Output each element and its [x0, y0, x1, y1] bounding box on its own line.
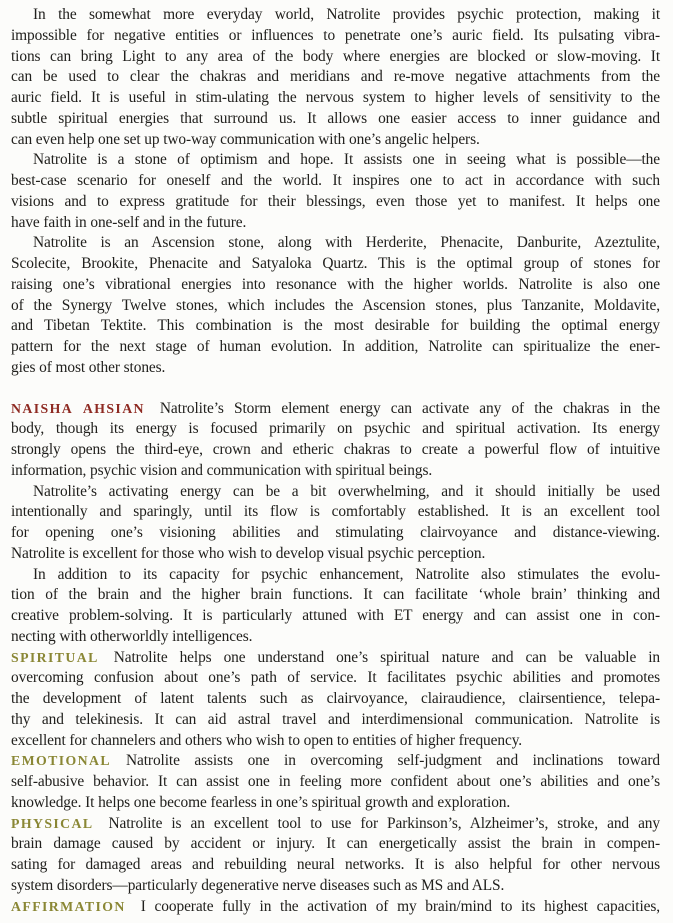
- text-line: for opening one’s visioning abilities and stimulating clairvoyance and distance-viewing.: [11, 524, 660, 541]
- text-line: body, though its energy is focused primarily on psychic and spiritual activation. Its energy: [11, 420, 660, 438]
- paragraph: [11, 233, 660, 378]
- section-label-spiritual: SPIRITUAL: [11, 649, 99, 665]
- text-line: In the somewhat more everyday world, Natrolite provides psychic protection, making it: [33, 6, 660, 23]
- text-line: tion of the brain and the higher brain functions. It can facilitate ‘whole brain’ thinking and: [11, 586, 660, 604]
- paragraph: [11, 399, 660, 482]
- text-line: Natrolite is a stone of optimism and hope. It assists one in seeing what is possible—the: [33, 151, 660, 169]
- text-line: system disorders—particularly degenerative nerve diseases such as MS and ALS.: [11, 876, 505, 894]
- text-line: visions and to express gratitude for their blessings, even those yet to manifest. It helps one: [11, 192, 660, 210]
- paragraph: [11, 482, 660, 565]
- text-line: self-abusive behavior. It can assist one in feeling more confident about one’s abilities and one’s: [11, 773, 660, 790]
- paragraph: [11, 5, 660, 150]
- paragraph: [11, 565, 660, 648]
- text-line: impossible for negative entities or influences to penetrate one’s auric field. Its pulsating vibra-: [11, 26, 660, 44]
- page-content: [11, 5, 660, 917]
- text-line: strongly opens the third-eye, crown and etheric chakras to create a powerful flow of intuitive: [11, 441, 660, 458]
- paragraph: [11, 150, 660, 233]
- section-label-naisha-ahsian: NAISHA AHSIAN: [11, 400, 145, 416]
- text-line: have faith in one-self and in the future.: [11, 213, 247, 231]
- text-line: Scolecite, Brookite, Phenacite and Satyaloka Quartz. This is the optimal group of stones for: [11, 255, 660, 272]
- text-line: creative problem-solving. It is particularly attuned with ET energy and can assist one in con-: [11, 607, 660, 624]
- text-line: intentionally and sparingly, until its flow is comfortably established. It is an excellent tool: [11, 503, 660, 521]
- text-line: necting with otherworldly intelligences.: [11, 627, 253, 645]
- text-line: NAISHA AHSIAN Natrolite’s Storm element energy can activate any of the chakras in the: [11, 399, 660, 417]
- text-line: thy and telekinesis. It can aid astral travel and interdimensional communication. Natrolite is: [11, 710, 660, 728]
- section-label-physical: PHYSICAL: [11, 815, 94, 831]
- paragraph: [11, 814, 660, 897]
- text-line: SPIRITUAL Natrolite helps one understand one’s spiritual nature and can be valuable in: [11, 648, 660, 666]
- text-line: gies of most other stones.: [11, 358, 166, 376]
- paragraph: [11, 897, 660, 918]
- text-line: sating for damaged areas and rebuilding neural networks. It is also helpful for other nervous: [11, 856, 660, 873]
- text-line: and Tibetan Tektite. This combination is the most desirable for building the optimal energy: [11, 317, 660, 335]
- text-line: knowledge. It helps one become fearless in one’s spiritual growth and exploration.: [11, 793, 511, 811]
- text-line: Natrolite’s activating energy can be a bit overwhelming, and it should initially be used: [33, 482, 660, 500]
- text-line: information, psychic vision and communication with spiritual beings.: [11, 461, 433, 479]
- paragraph: [11, 648, 660, 752]
- text-line: In addition to its capacity for psychic enhancement, Natrolite also stimulates the evolu-: [33, 565, 660, 583]
- text-line: EMOTIONAL Natrolite assists one in overcoming self-judgment and inclinations toward: [11, 752, 660, 770]
- text-line: raising one’s vibrational energies into resonance with the higher worlds. Natrolite is also one: [11, 275, 660, 293]
- text-line: Natrolite is an Ascension stone, along with Herderite, Phenacite, Danburite, Azeztulite,: [33, 234, 660, 252]
- text-line: best-case scenario for oneself and the world. It inspires one to act in accordance with such: [11, 172, 660, 189]
- text-line: of the Synergy Twelve stones, which includes the Ascension stones, plus Tanzanite, Moldavite,: [11, 296, 660, 314]
- text-line: subtle spiritual energies that surround us. It allows one easier access to inner guidance and: [11, 109, 660, 127]
- text-line: can be used to clear the chakras and meridians and re-move negative attachments from the: [11, 68, 660, 86]
- section-label-emotional: EMOTIONAL: [11, 753, 111, 769]
- text-line: brain damage caused by accident or injury. It can energetically assist the brain in compen-: [11, 835, 660, 853]
- text-line: tions can bring Light to any area of the body where energies are blocked or slow-moving. It: [11, 47, 660, 65]
- text-line: AFFIRMATION I cooperate fully in the activation of my brain/mind to its highest capacities,: [11, 897, 660, 915]
- text-line: the development of latent talents such as clairvoyance, clairaudience, clairsentience, telepa-: [11, 690, 660, 707]
- text-line: Natrolite is excellent for those who wish to develop visual psychic perception.: [11, 544, 486, 562]
- text-line: excellent for channelers and others who wish to open to entities of higher frequency.: [11, 731, 523, 749]
- paragraph: [11, 751, 660, 813]
- text-line: auric field. It is useful in stim-ulating the nervous system to higher levels of sensitivity to the: [11, 89, 660, 106]
- text-line: can even help one set up two-way communication with one’s angelic helpers.: [11, 130, 480, 148]
- section-label-affirmation: AFFIRMATION: [11, 898, 126, 914]
- text-line: overcoming confusion about one’s path of service. It facilitates psychic abilities and promotes: [11, 669, 660, 687]
- text-line: PHYSICAL Natrolite is an excellent tool to use for Parkinson’s, Alzheimer’s, stroke, and any: [11, 814, 660, 832]
- text-line: pattern for the next stage of human evolution. In addition, Natrolite can spiritualize the ener-: [11, 338, 660, 355]
